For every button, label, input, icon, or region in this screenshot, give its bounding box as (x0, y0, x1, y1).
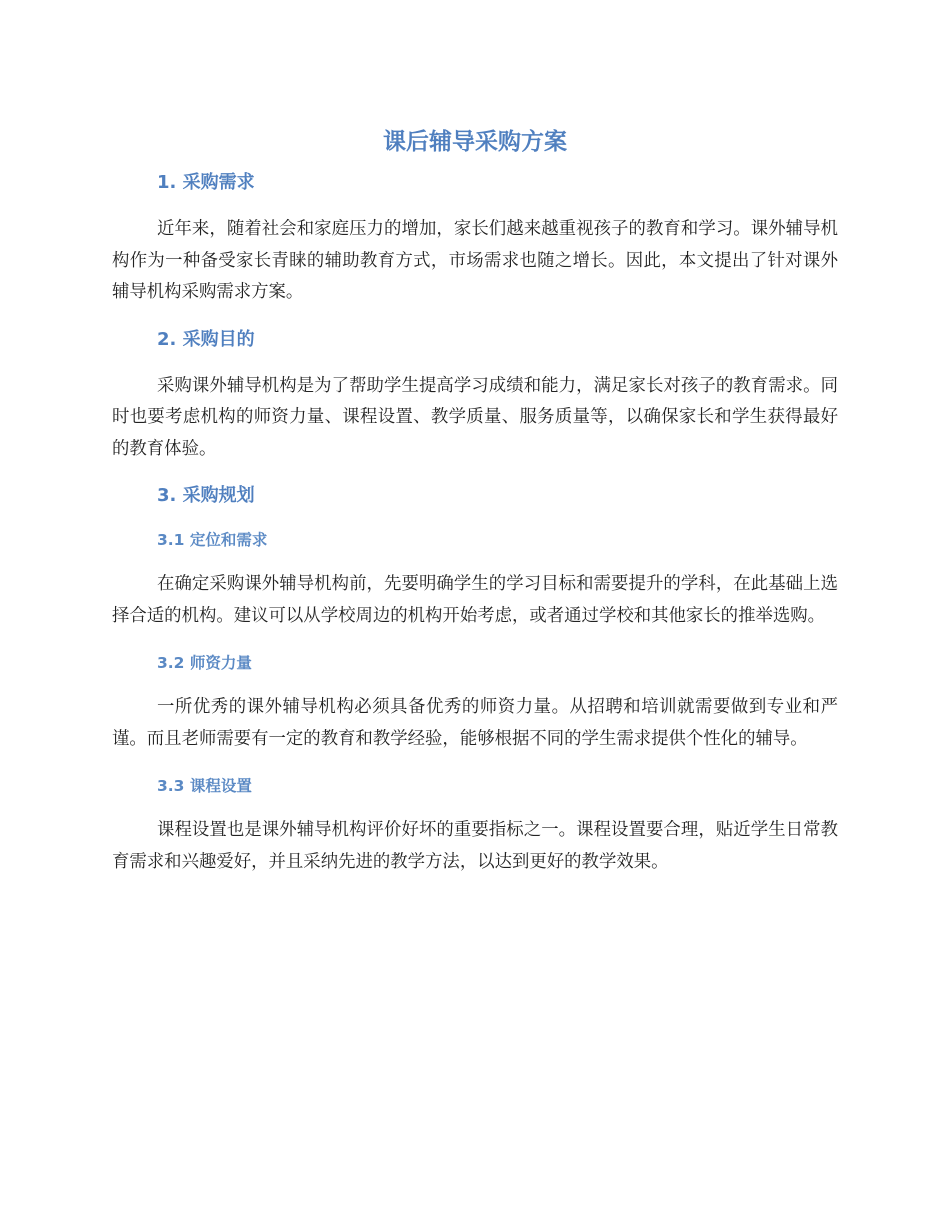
section-heading-3: 3. 采购规划 (157, 485, 255, 506)
subsection-paragraph-3-3: 课程设置也是课外辅导机构评价好坏的重要指标之一。课程设置要合理，贴近学生日常教育需求和兴趣爱好，并且采纳先进的教学方法，以达到更好的教学效果。 (112, 820, 838, 872)
section-paragraph-2: 采购课外辅导机构是为了帮助学生提高学习成绩和能力，满足家长对孩子的教育需求。同时也要考虑机构的师资力量、课程设置、教学质量、服务质量等，以确保家长和学生获得最好的教育体验。 (112, 375, 838, 459)
document-title: 课后辅导采购方案 (383, 129, 567, 155)
subsection-heading-3-1: 3.1 定位和需求 (157, 531, 268, 549)
subsection-paragraph-3-1: 在确定采购课外辅导机构前，先要明确学生的学习目标和需要提升的学科，在此基础上选择合适的机构。建议可以从学校周边的机构开始考虑，或者通过学校和其他家长的推举选购。 (112, 574, 838, 626)
section-heading-2: 2. 采购目的 (157, 328, 255, 350)
subsection-heading-3-3: 3.3 课程设置 (157, 777, 252, 795)
section-heading-1: 1. 采购需求 (157, 172, 255, 193)
subsection-heading-3-2: 3.2 师资力量 (157, 654, 252, 672)
subsection-paragraph-3-2: 一所优秀的课外辅导机构必须具备优秀的师资力量。从招聘和培训就需要做到专业和严谨。而且老师需要有一定的教育和教学经验，能够根据不同的学生需求提供个性化的辅导。 (112, 697, 838, 749)
section-paragraph-1: 近年来，随着社会和家庭压力的增加，家长们越来越重视孩子的教育和学习。课外辅导机构作为一种备受家长青睐的辅助教育方式，市场需求也随之增长。因此，本文提出了针对课外辅导机构采购需求方案。 (112, 219, 838, 302)
